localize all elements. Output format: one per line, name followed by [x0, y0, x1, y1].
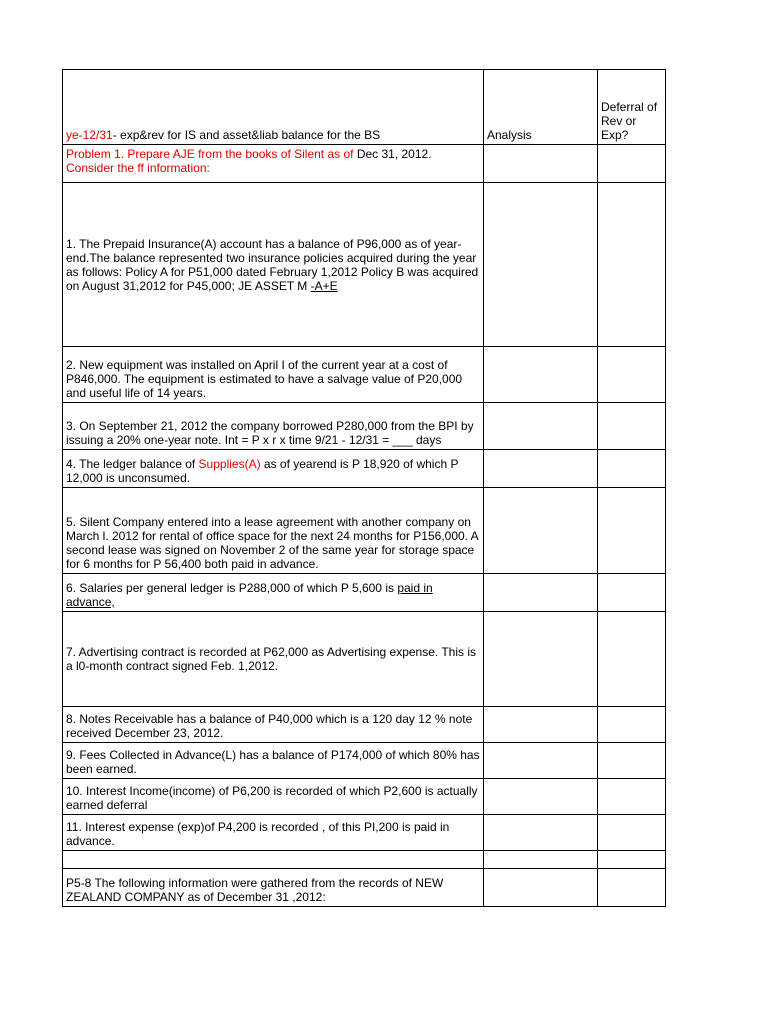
item-1-text: 1. The Prepaid Insurance(A) account has a balance of P96,000 as of year-end.The balance represented two insurance policies acquired during the year as follows: Policy A for P51,000 dated February 1,2012 Policy B was acquired on August 31,2012 for P45,000; JE ASSET M [66, 236, 479, 293]
item-1-deferral-cell[interactable] [598, 183, 666, 347]
problem1-line1-date: Dec 31, 2012. [356, 147, 432, 161]
item-10-deferral-cell[interactable] [598, 779, 666, 815]
item-3-analysis-cell[interactable] [484, 403, 598, 450]
problem1-line2: Consider the ff information: [66, 161, 210, 175]
item-7-deferral-cell[interactable] [598, 612, 666, 707]
item-1-analysis-cell[interactable] [484, 183, 598, 347]
worksheet-table [62, 69, 666, 907]
item-2-deferral-cell[interactable] [598, 347, 666, 403]
item-9-deferral-cell[interactable] [598, 743, 666, 779]
header-title-rest: - exp&rev for IS and asset&liab balance for the BS [112, 128, 381, 142]
item-row-8 [63, 707, 666, 743]
item-3-cell[interactable] [63, 403, 484, 450]
p58-cell[interactable] [63, 869, 484, 907]
item-10-analysis-cell[interactable] [484, 779, 598, 815]
item-8-text: 8. Notes Receivable has a balance of P40,000 which is a 120 day 12 % note received December 23, 2012. [66, 712, 473, 740]
p58-deferral-cell[interactable] [598, 869, 666, 907]
item-5-cell[interactable] [63, 488, 484, 574]
problem1-analysis-cell[interactable] [484, 145, 598, 183]
item-1-underlined: -A+E [310, 278, 338, 293]
item-7-text: 7. Advertising contract is recorded at P62,000 as Advertising expense. This is a l0-month contract signed Feb. 1,2012. [66, 645, 477, 673]
item-5-text: 5. Silent Company entered into a lease agreement with another company on March l. 2012 for rental of office space for the next 24 months for P156,000. A second lease was signed on November 2 of the same year for storage space for 6 months for P 56,400 both paid in advance. [66, 515, 479, 571]
problem1-row [63, 145, 666, 183]
item-6-cell[interactable] [63, 574, 484, 612]
item-2-analysis-cell[interactable] [484, 347, 598, 403]
item-11-deferral-cell[interactable] [598, 815, 666, 851]
item-4-text-a: 4. The ledger balance of [66, 457, 199, 471]
item-6-text: 6. Salaries per general ledger is P288,000 of which P 5,600 is [66, 581, 398, 595]
problem1-cell[interactable] [63, 145, 484, 183]
item-2-text: 2. New equipment was installed on April I of the current year at a cost of P846,000. The equipment is estimated to have a salvage value of P20,000 and useful life of 14 years. [66, 358, 463, 400]
item-4-analysis-cell[interactable] [484, 450, 598, 488]
header-title-cell[interactable] [63, 70, 484, 145]
item-row-10 [63, 779, 666, 815]
item-9-cell[interactable] [63, 743, 484, 779]
item-5-deferral-cell[interactable] [598, 488, 666, 574]
item-9-analysis-cell[interactable] [484, 743, 598, 779]
blank-row [63, 851, 666, 869]
blank-cell-c[interactable] [598, 851, 666, 869]
item-10-cell[interactable] [63, 779, 484, 815]
item-6-analysis-cell[interactable] [484, 574, 598, 612]
item-11-text: 11. Interest expense (exp)of P4,200 is recorded , of this PI,200 is paid in advance. [66, 820, 450, 848]
header-title-red: ye-12/31 [66, 128, 113, 142]
header-deferral-cell[interactable] [598, 70, 666, 145]
item-4-deferral-cell[interactable] [598, 450, 666, 488]
item-4-cell[interactable] [63, 450, 484, 488]
item-row-6 [63, 574, 666, 612]
p58-row [63, 869, 666, 907]
item-7-analysis-cell[interactable] [484, 612, 598, 707]
item-6-underlined: paid in advance, [66, 581, 433, 609]
problem1-line1-red: Problem 1. Prepare AJE from the books of Silent as of [66, 147, 357, 161]
item-11-analysis-cell[interactable] [484, 815, 598, 851]
item-row-7 [63, 612, 666, 707]
blank-cell-a[interactable] [63, 851, 484, 869]
item-10-text: 10. Interest Income(income) of P6,200 is recorded of which P2,600 is actually earned deferral [66, 784, 478, 812]
analysis-heading: Analysis [487, 128, 532, 142]
item-row-3 [63, 403, 666, 450]
blank-cell-b[interactable] [484, 851, 598, 869]
item-6-deferral-cell[interactable] [598, 574, 666, 612]
item-7-cell[interactable] [63, 612, 484, 707]
item-4-supplies: Supplies(A) [198, 457, 261, 471]
item-row-11 [63, 815, 666, 851]
item-4-text-b: as of yearend is P 18,920 of which P 12,000 is unconsumed. [66, 457, 459, 485]
item-3-text: 3. On September 21, 2012 the company borrowed P280,000 from the BPI by issuing a 20% one-year note. Int = P x r x time 9/21 - 12/31 = ___ days [66, 419, 474, 447]
item-1-cell[interactable] [63, 183, 484, 347]
item-9-text: 9. Fees Collected in Advance(L) has a balance of P174,000 of which 80% has been earned. [66, 748, 480, 776]
item-11-cell[interactable] [63, 815, 484, 851]
header-row [63, 70, 666, 145]
item-row-1 [63, 183, 666, 347]
p58-analysis-cell[interactable] [484, 869, 598, 907]
problem1-deferral-cell[interactable] [598, 145, 666, 183]
item-8-cell[interactable] [63, 707, 484, 743]
item-row-2 [63, 347, 666, 403]
item-5-analysis-cell[interactable] [484, 488, 598, 574]
deferral-heading: Deferral of Rev or Exp? [601, 100, 658, 142]
header-analysis-cell[interactable] [484, 70, 598, 145]
item-2-cell[interactable] [63, 347, 484, 403]
item-8-deferral-cell[interactable] [598, 707, 666, 743]
item-row-5 [63, 488, 666, 574]
item-3-deferral-cell[interactable] [598, 403, 666, 450]
item-row-9 [63, 743, 666, 779]
p58-text: P5-8 The following information were gathered from the records of NEW ZEALAND COMPANY as of December 31 ,2012: [66, 876, 444, 904]
item-row-4 [63, 450, 666, 488]
item-8-analysis-cell[interactable] [484, 707, 598, 743]
